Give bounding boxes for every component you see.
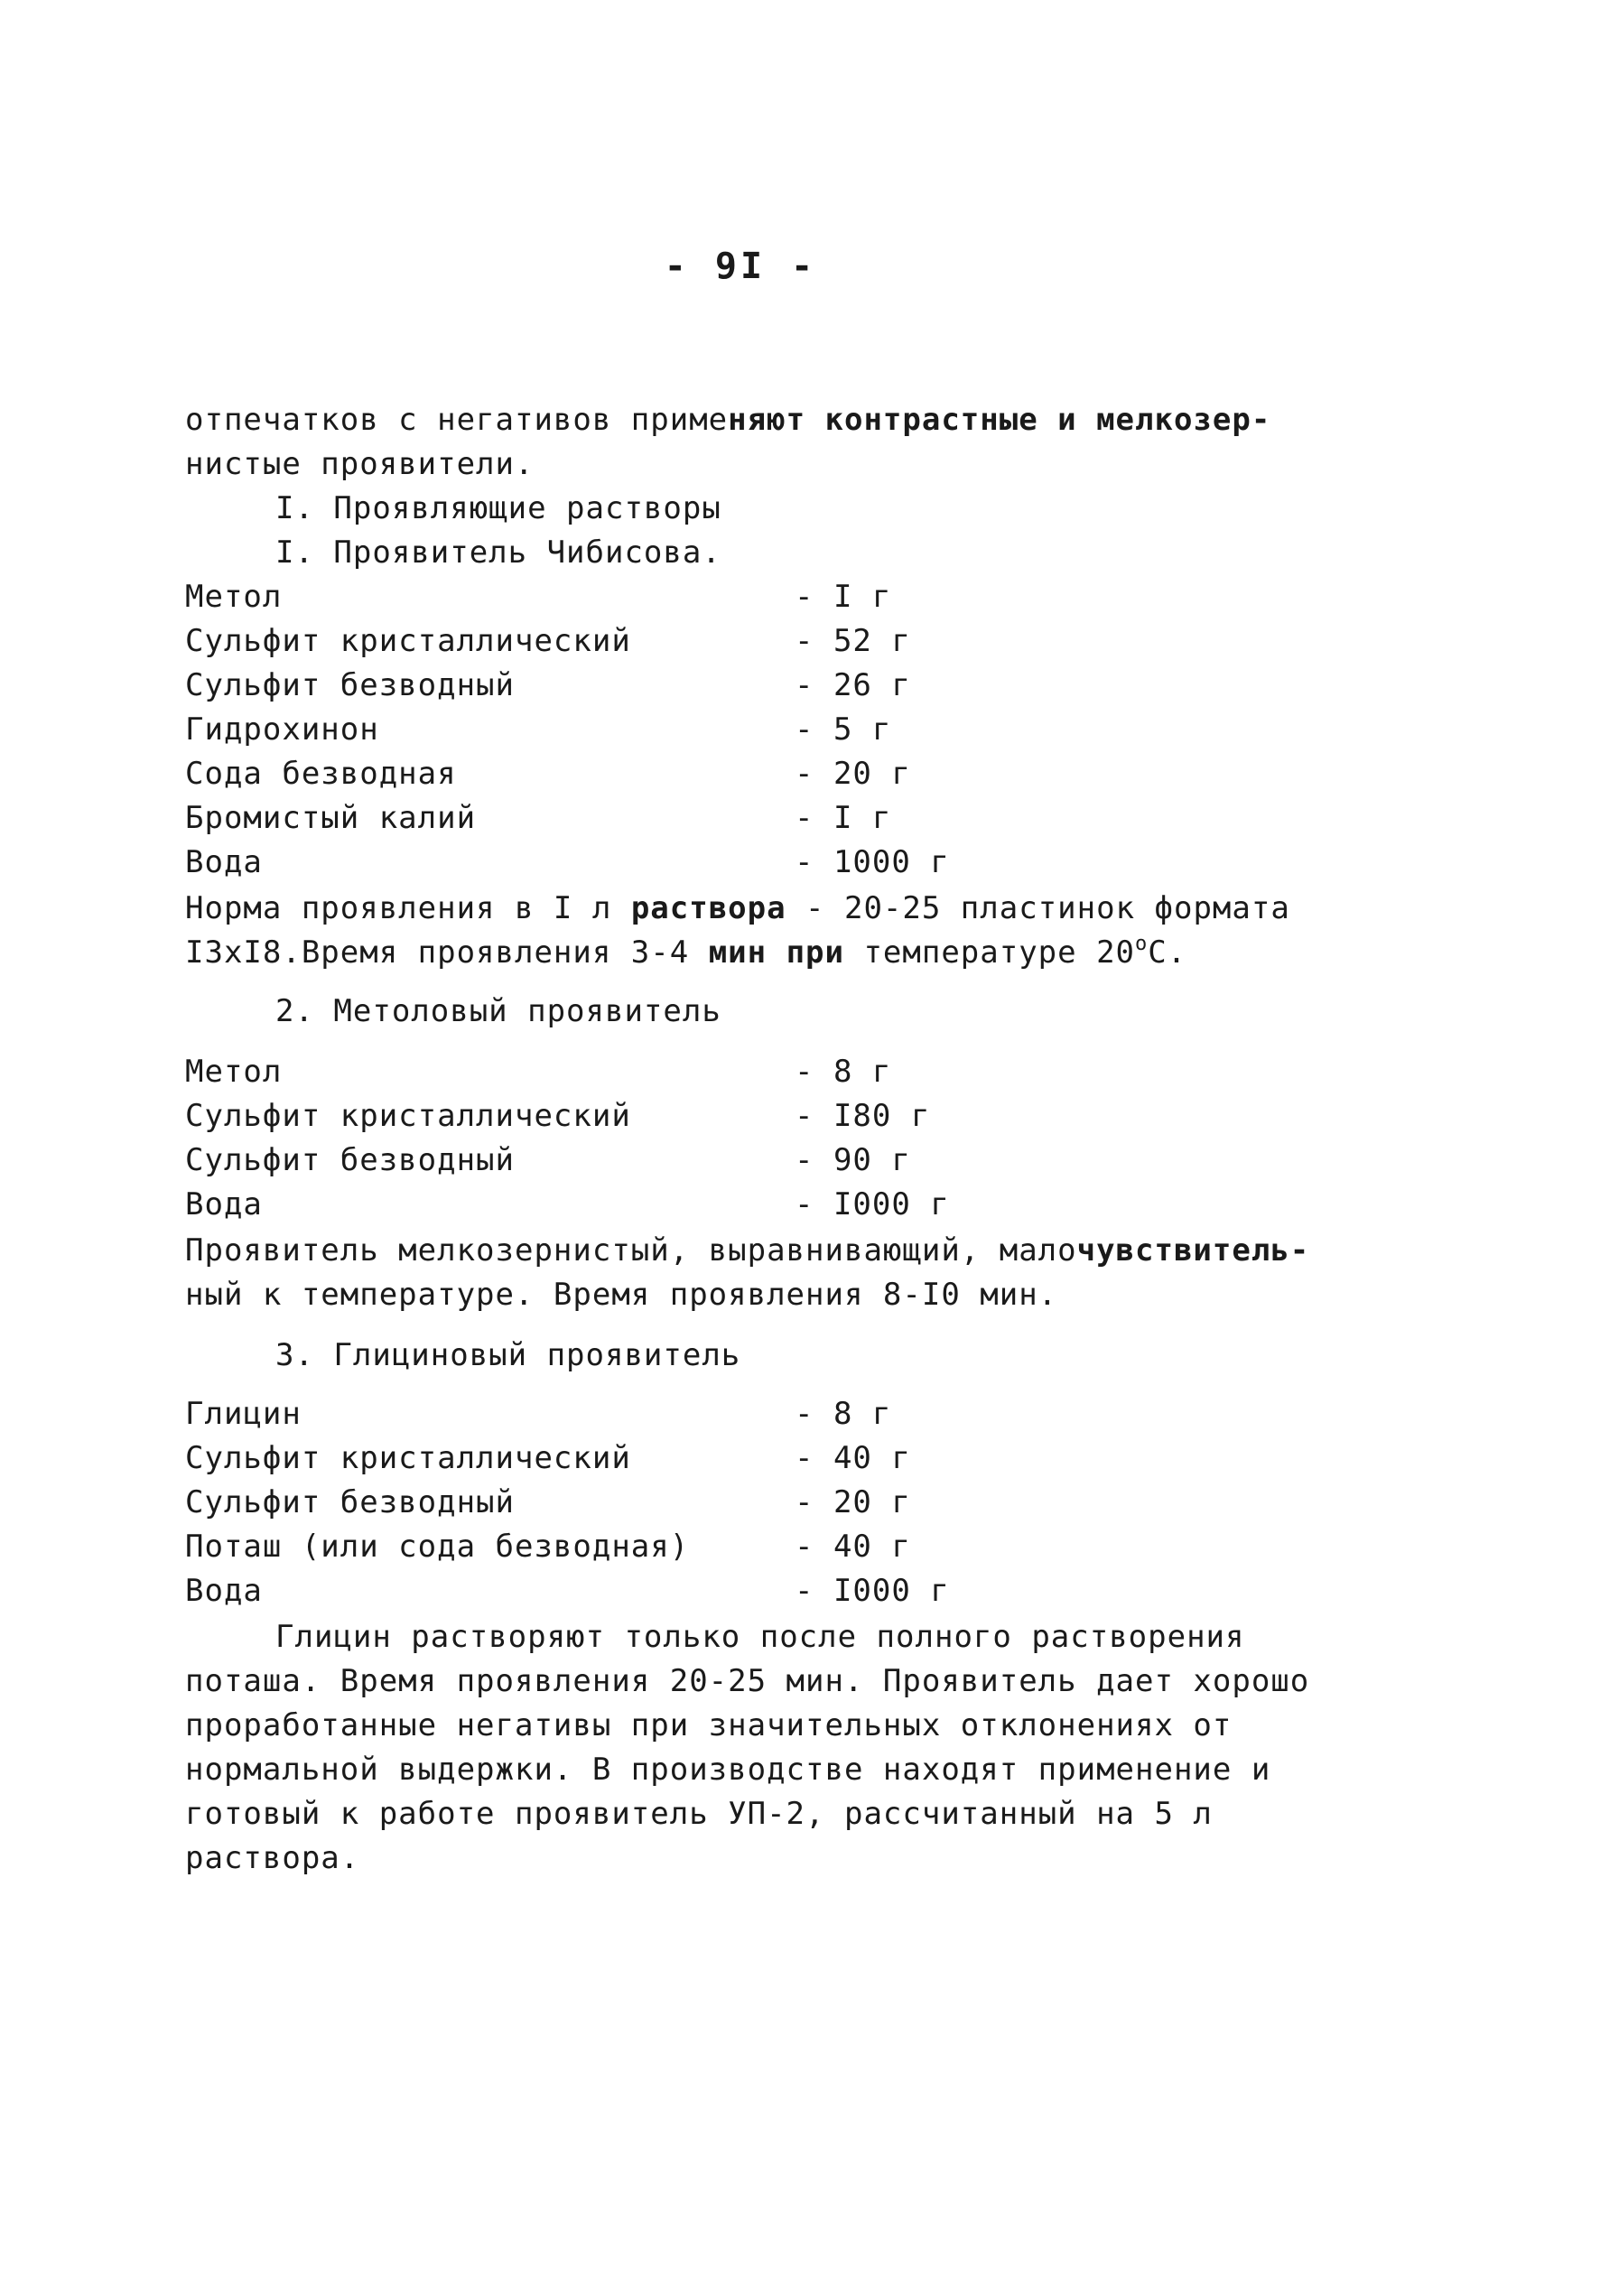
ingredient-amount: - I000 г [795, 1573, 950, 1609]
note-bold: чувствитель- [1076, 1232, 1310, 1269]
ingredient-amount: - 40 г [795, 1440, 911, 1476]
intro-line-1-bold: няют контрастные и мелкозер- [728, 402, 1271, 438]
ingredient-amount: - 40 г [795, 1529, 911, 1565]
recipe2-note-line-2: ный к температуре. Время проявления 8-I0 мин. [185, 1277, 1058, 1313]
note-text: - 20-25 пластинок формата [786, 890, 1290, 926]
note-text: С. [1148, 934, 1187, 971]
ingredient-name: Сульфит безводный [185, 1484, 515, 1520]
intro-line-1-text: отпечатков с негативов приме [185, 402, 729, 438]
ingredient-amount: - I г [795, 800, 892, 836]
note-text: I3xI8.Время проявления 3-4 [185, 934, 709, 971]
ingredient-amount: - I80 г [795, 1098, 931, 1134]
ingredient-amount: - 90 г [795, 1142, 911, 1178]
note-bold: мин при [708, 934, 844, 971]
ingredient-name: Сода безводная [185, 756, 457, 792]
ingredient-name: Гидрохинон [185, 711, 379, 748]
recipe3-note-line: готовый к работе проявитель УП-2, рассчитанный на 5 л [185, 1796, 1213, 1832]
recipe1-title: I. Проявитель Чибисова. [275, 534, 721, 571]
recipe1-note-line-1 [185, 888, 1290, 929]
ingredient-amount: - 8 г [795, 1396, 892, 1432]
ingredient-name: Бромистый калий [185, 800, 477, 836]
note-text: температуре 20 [843, 934, 1136, 971]
note-text: Проявитель мелкозернистый, выравнивающий, мало [185, 1232, 1077, 1269]
ingredient-name: Поташ (или сода безводная) [185, 1529, 690, 1565]
ingredient-name: Сульфит безводный [185, 1142, 515, 1178]
ingredient-name: Вода [185, 844, 263, 880]
recipe3-note-line: раствора. [185, 1840, 360, 1876]
recipe1-note-line-2 [185, 932, 1186, 973]
ingredient-amount: - 1000 г [795, 844, 950, 880]
ingredient-name: Вода [185, 1573, 263, 1609]
recipe3-note-line: поташа. Время проявления 20-25 мин. Проявитель дает хорошо [185, 1663, 1310, 1699]
ingredient-name: Глицин [185, 1396, 302, 1432]
ingredient-name: Сульфит безводный [185, 667, 515, 703]
ingredient-amount: - I000 г [795, 1186, 950, 1222]
ingredient-name: Сульфит кристаллический [185, 1098, 631, 1134]
intro-line-2: нистые проявители. [185, 446, 535, 482]
recipe3-note-line: нормальной выдержки. В производстве находят применение и [185, 1752, 1271, 1788]
page-number: - 9I - [664, 246, 817, 287]
ingredient-amount: - 20 г [795, 756, 911, 792]
ingredient-amount: - 5 г [795, 711, 892, 748]
ingredient-name: Сульфит кристаллический [185, 1440, 631, 1476]
recipe3-title: 3. Глициновый проявитель [275, 1337, 741, 1373]
degree-sup: о [1135, 933, 1149, 955]
ingredient-amount: - 8 г [795, 1054, 892, 1090]
recipe2-note-line-1 [185, 1230, 1309, 1271]
ingredient-amount: - 20 г [795, 1484, 911, 1520]
recipe3-note-line: Глицин растворяют только после полного растворения [275, 1619, 1245, 1655]
recipe2-title: 2. Метоловый проявитель [275, 993, 721, 1029]
ingredient-name: Метол [185, 1054, 283, 1090]
ingredient-name: Метол [185, 579, 283, 615]
recipe3-note-line: проработанные негативы при значительных отклонениях от [185, 1707, 1233, 1743]
ingredient-amount: - I г [795, 579, 892, 615]
ingredient-amount: - 26 г [795, 667, 911, 703]
ingredient-name: Сульфит кристаллический [185, 623, 631, 659]
ingredient-name: Вода [185, 1186, 263, 1222]
ingredient-amount: - 52 г [795, 623, 911, 659]
intro-line-1 [185, 399, 1270, 441]
note-text: Норма проявления в I л [185, 890, 631, 926]
note-bold: раствора [630, 890, 786, 926]
section-heading: I. Проявляющие растворы [275, 490, 721, 526]
